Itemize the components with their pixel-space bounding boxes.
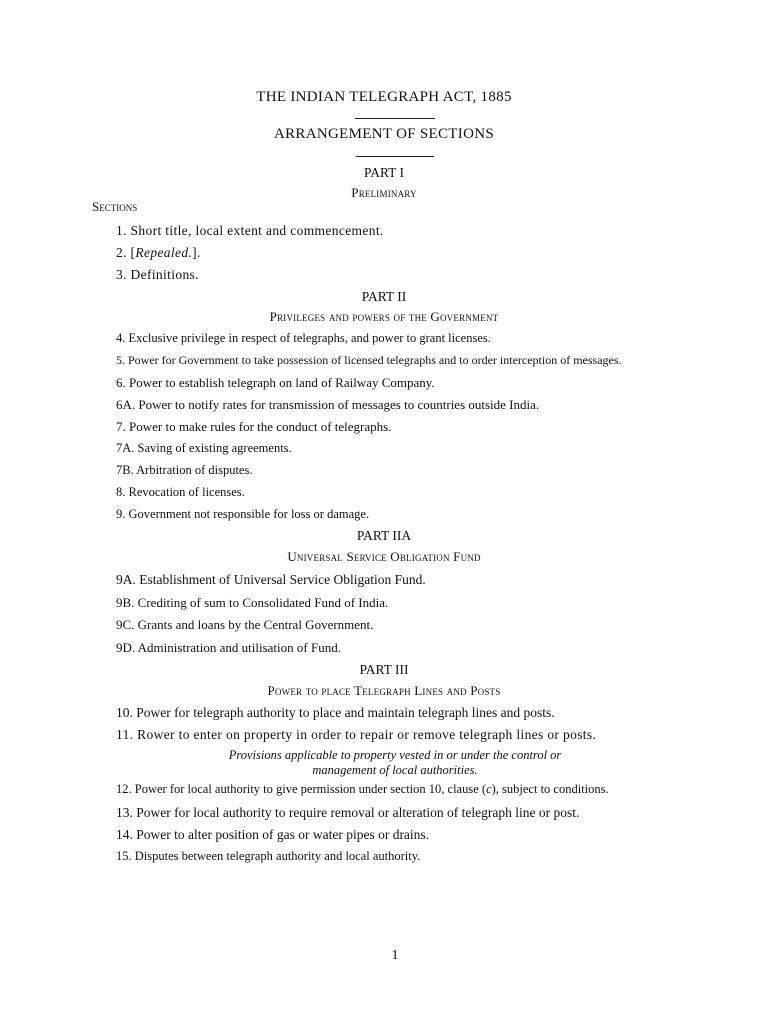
section-entry <box>116 782 609 797</box>
subtitle-divider <box>356 156 434 157</box>
section-note-line-2: management of local authorities. <box>312 763 478 777</box>
sections-label: Sections <box>92 199 138 214</box>
section-entry: 14. Power to alter position of gas or water pipes or drains. <box>116 827 430 842</box>
section-entry: 4. Exclusive privilege in respect of telegraphs, and power to grant licenses. <box>116 331 491 345</box>
section-entry: 5. Power for Government to take possession of licensed telegraphs and to order interception of messages. <box>116 353 622 367</box>
page-number: 1 <box>391 948 399 963</box>
part-2a-name: Universal Service Obligation Fund <box>287 549 481 564</box>
section-entry: 7. Power to make rules for the conduct of telegraphs. <box>116 419 392 434</box>
section-entry: 10. Power for telegraph authority to place and maintain telegraph lines and posts. <box>116 705 555 720</box>
document-subtitle: ARRANGEMENT OF SECTIONS <box>274 126 494 142</box>
section-entry: 9C. Grants and loans by the Central Government. <box>116 617 374 632</box>
part-2-name: Privileges and powers of the Government <box>269 309 499 324</box>
clause-letter: c <box>486 782 492 796</box>
section-entry: 15. Disputes between telegraph authority and local authority. <box>116 849 421 863</box>
part-2a-heading: PART IIA <box>356 528 412 543</box>
section-entry: 9B. Crediting of sum to Consolidated Fund of India. <box>116 595 389 610</box>
repealed-text: Repealed. <box>135 245 193 260</box>
section-entry: 1. Short title, local extent and commencement. <box>116 223 384 238</box>
section-entry: 7A. Saving of existing agreements. <box>116 441 292 455</box>
part-2-heading: PART II <box>361 289 407 304</box>
section-entry-prefix: 2. [ <box>116 245 136 260</box>
section-entry: 6A. Power to notify rates for transmission of messages to countries outside India. <box>116 397 540 412</box>
part-1-name: Preliminary <box>351 185 417 200</box>
section-entry: 9D. Administration and utilisation of Fund. <box>116 640 341 655</box>
section-entry-suffix: ), subject to conditions. <box>491 782 609 796</box>
section-entry: 11. Rower to enter on property in order to repair or remove telegraph lines or posts. <box>116 727 597 742</box>
section-entry: 8. Revocation of licenses. <box>116 485 245 499</box>
part-3-heading: PART III <box>359 662 409 677</box>
part-1-heading: PART I <box>363 165 405 180</box>
section-entry: 9A. Establishment of Universal Service Obligation Fund. <box>116 572 426 587</box>
title-divider <box>355 118 435 119</box>
section-note-line-1: Provisions applicable to property vested in or under the control or <box>228 748 562 762</box>
section-entry: 3. Definitions. <box>116 267 199 282</box>
section-entry: 6. Power to establish telegraph on land of Railway Company. <box>116 375 435 390</box>
section-entry-suffix: ]. <box>192 245 201 260</box>
section-entry <box>116 245 201 261</box>
section-entry-prefix: 12. Power for local authority to give permission under section 10, clause ( <box>116 782 487 796</box>
section-entry: 7B. Arbitration of disputes. <box>116 463 253 477</box>
document-title: THE INDIAN TELEGRAPH ACT, 1885 <box>256 89 512 105</box>
part-3-name: Power to place Telegraph Lines and Posts <box>267 683 501 698</box>
section-entry: 9. Government not responsible for loss or damage. <box>116 507 370 521</box>
section-entry: 13. Power for local authority to require removal or alteration of telegraph line or post. <box>116 805 580 820</box>
